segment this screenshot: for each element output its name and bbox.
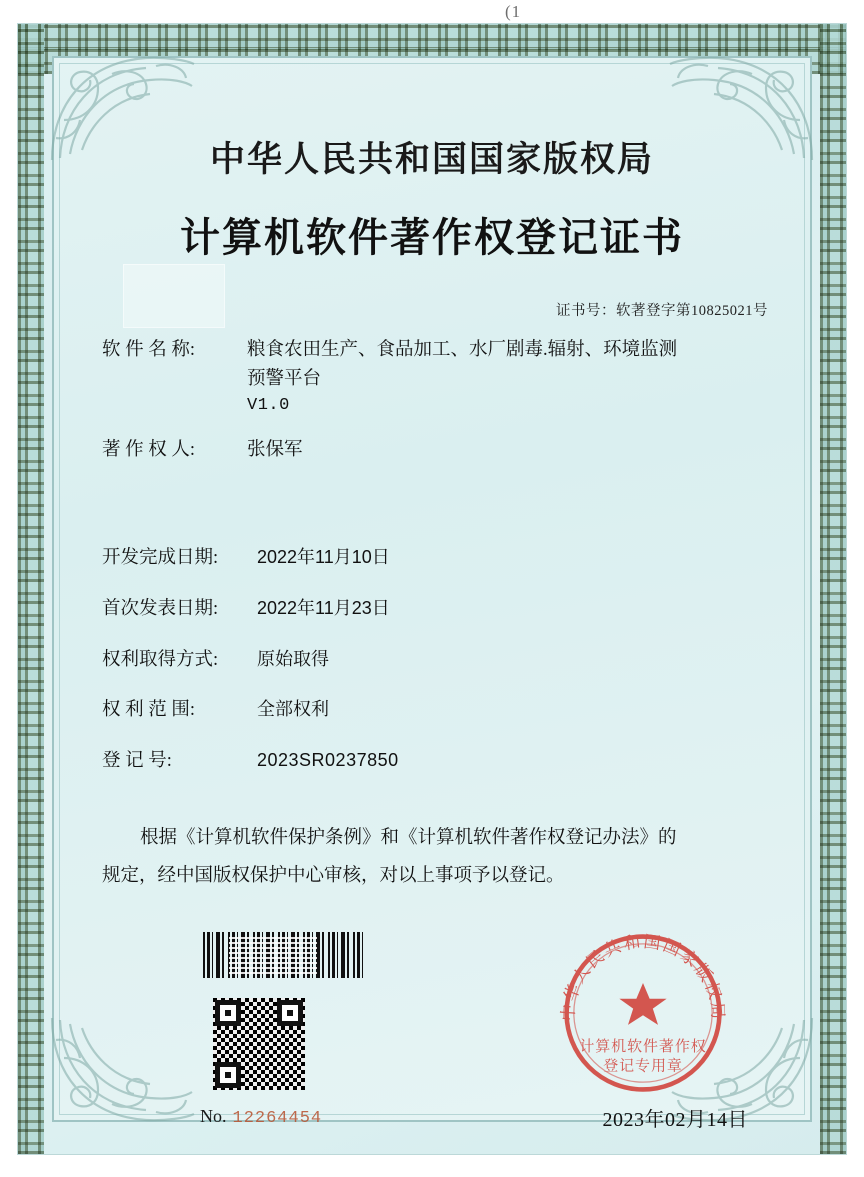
field-copyright-owner-label: 著 作 权 人:: [102, 439, 196, 460]
certificate-footer: [78, 920, 786, 1170]
qr-code: [213, 998, 305, 1090]
svg-text:中华人民共和国国家版权局: 中华人民共和国国家版权局: [558, 931, 728, 1022]
field-first-publish-date-value: 2022年11月23日: [257, 598, 390, 619]
statement-paragraph: [78, 820, 786, 896]
field-acquisition-method: [78, 646, 786, 675]
software-name-line1: 粮食农田生产、食品加工、水厂剧毒.辐射、环境监测: [247, 340, 678, 360]
svg-text:计算机软件著作权: 计算机软件著作权: [579, 1038, 707, 1055]
issuer-title: 中华人民共和国国家版权局: [209, 140, 654, 179]
field-development-date: [78, 544, 786, 573]
field-rights-scope-value: 全部权利: [257, 699, 329, 720]
spacer: [78, 464, 786, 522]
field-copyright-owner: [78, 436, 786, 465]
field-software-name: [78, 336, 786, 420]
qr-eye-top-right: [277, 1000, 303, 1026]
field-registration-number: [78, 747, 786, 776]
field-first-publish-date-label: 首次发表日期:: [102, 599, 219, 620]
barcode: [203, 932, 363, 978]
qr-eye-bottom-left: [215, 1062, 241, 1088]
field-acquisition-method-label: 权利取得方式:: [102, 649, 219, 670]
certificate-content: [78, 84, 786, 1131]
field-development-date-value: 2022年11月10日: [257, 547, 390, 568]
field-first-publish-date: [78, 595, 786, 624]
serial-number-value: 12264454: [232, 1108, 323, 1128]
official-seal: [552, 922, 734, 1104]
field-rights-scope-label: 权 利 范 围:: [102, 700, 196, 721]
certificate-number-label: 证书号：: [556, 303, 616, 319]
field-development-date-label: 开发完成日期:: [102, 548, 219, 569]
certificate-title: 计算机软件著作权登记证书: [180, 215, 684, 260]
issue-date: 2023年02月14日: [602, 1108, 748, 1131]
field-acquisition-method-value: 原始取得: [257, 648, 329, 669]
statement-line-2: 规定，经中国版权保护中心审核，对以上事项予以登记。: [102, 865, 565, 886]
software-version: V1.0: [247, 396, 290, 416]
serial-number-label: No.: [200, 1105, 227, 1126]
software-name-line2: 预警平台: [247, 368, 322, 389]
field-rights-scope: [78, 696, 786, 725]
border-pattern-left: [18, 24, 44, 1154]
field-registration-number-label: 登 记 号:: [102, 751, 172, 772]
statement-line-1: 根据《计算机软件保护条例》和《计算机软件著作权登记办法》的: [140, 827, 677, 848]
qr-eye-top-left: [215, 1000, 241, 1026]
serial-number-row: [200, 1106, 322, 1128]
field-copyright-owner-value: 张保军: [247, 439, 303, 460]
svg-text:登记专用章: 登记专用章: [603, 1057, 683, 1074]
field-software-name-value: [243, 336, 786, 420]
certificate-card: [18, 24, 846, 1154]
field-software-name-label: 软 件 名 称:: [102, 340, 196, 360]
border-pattern-right: [820, 24, 846, 1154]
field-registration-number-value: 2023SR0237850: [257, 750, 399, 771]
top-handwritten-mark: (1: [505, 2, 522, 21]
certificate-number-row: [78, 299, 786, 320]
border-pattern-top: [18, 24, 846, 50]
certificate-number-value: 软著登字第10825021号: [616, 303, 768, 319]
